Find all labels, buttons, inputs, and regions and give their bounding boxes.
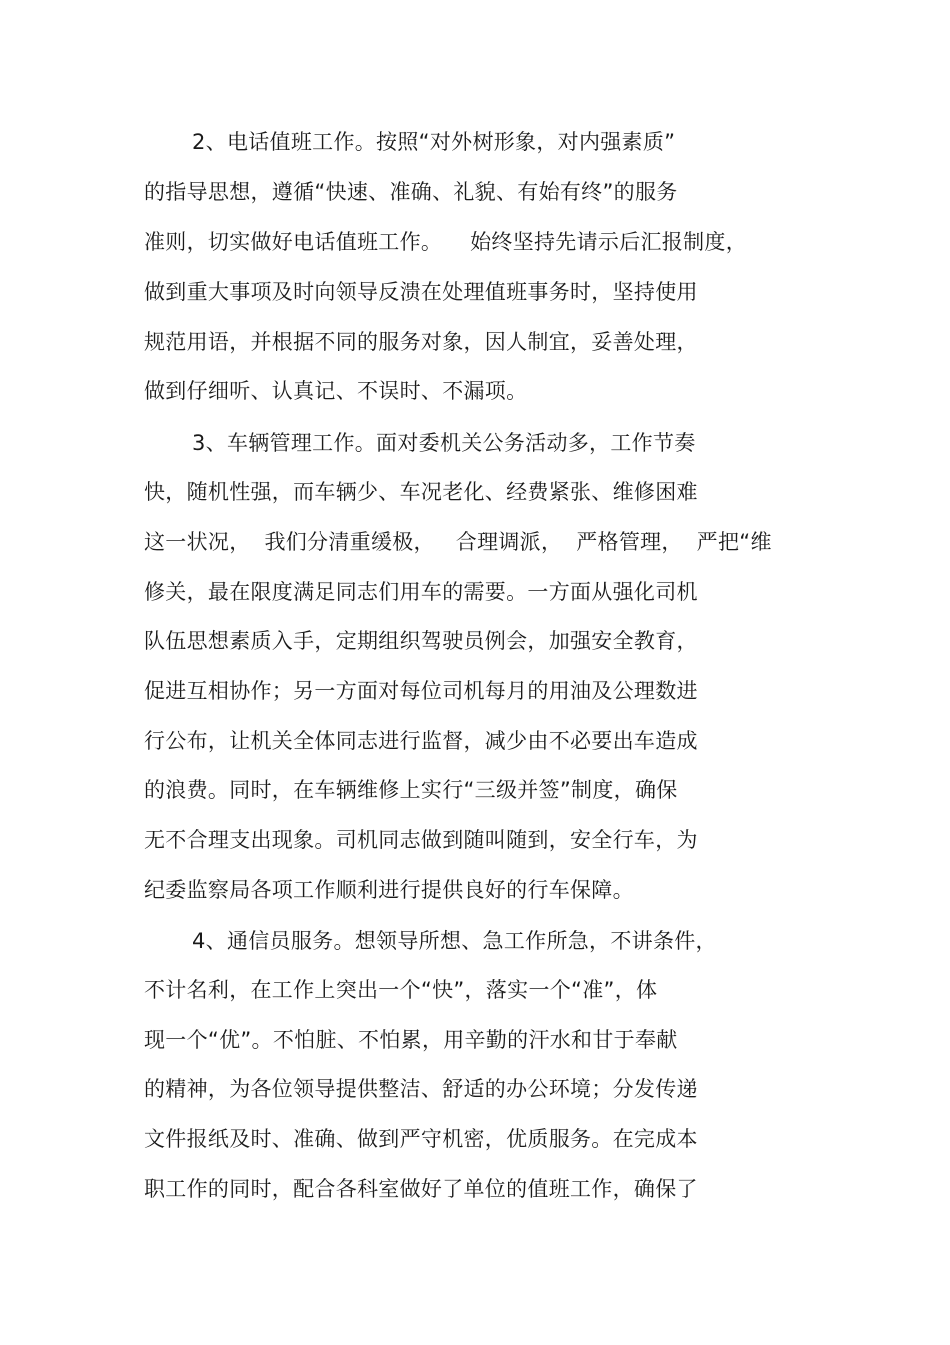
paragraph-2-line-1: 2、电话值班工作。按照“对外树形象，对内强素质” — [192, 130, 676, 154]
paragraph-2-line-5: 规范用语，并根据不同的服务对象，因人制宜，妥善处理， — [144, 330, 698, 354]
paragraph-3-line-7: 行公布，让机关全体同志进行监督，减少由不必要出车造成 — [144, 729, 698, 753]
paragraph-2-line-2: 的指导思想，遵循“快速、准确、礼貌、有始有终”的服务 — [144, 180, 678, 204]
paragraph-4-line-2: 不计名利，在工作上突出一个“快”，落实一个“准”，体 — [144, 978, 658, 1002]
paragraph-3-line-5: 队伍思想素质入手，定期组织驾驶员例会，加强安全教育， — [144, 629, 698, 653]
paragraph-4-line-4: 的精神，为各位领导提供整洁、舒适的办公环境；分发传递 — [144, 1077, 698, 1101]
paragraph-2-line-3: 准则，切实做好电话值班工作。 始终坚持先请示后汇报制度， — [144, 230, 747, 254]
paragraph-3-line-1: 3、车辆管理工作。面对委机关公务活动多，工作节奏 — [192, 431, 696, 455]
paragraph-4-line-6: 职工作的同时，配合各科室做好了单位的值班工作，确保了 — [144, 1177, 698, 1201]
paragraph-2-line-4: 做到重大事项及时向领导反溃在处理值班事务时，坚持使用 — [144, 280, 698, 304]
paragraph-3-line-8: 的浪费。同时，在车辆维修上实行“三级并签”制度，确保 — [144, 778, 678, 802]
paragraph-4-line-5: 文件报纸及时、准确、做到严守机密，优质服务。在完成本 — [144, 1127, 698, 1151]
paragraph-3-line-6: 促进互相协作；另一方面对每位司机每月的用油及公理数进 — [144, 679, 698, 703]
paragraph-3-line-2: 快，随机性强，而车辆少、车况老化、经费紧张、维修困难 — [144, 480, 698, 504]
paragraph-4-line-1: 4、通信员服务。想领导所想、急工作所急，不讲条件， — [192, 929, 717, 953]
paragraph-3-line-3: 这一状况， 我们分清重缓极， 合理调派， 严格管理， 严把“维 — [144, 530, 772, 554]
paragraph-4-line-3: 现一个“优”。不怕脏、不怕累，用辛勤的汗水和甘于奉献 — [144, 1028, 678, 1052]
paragraph-3-line-4: 修关，最在限度满足同志们用车的需要。一方面从强化司机 — [144, 580, 698, 604]
paragraph-3-line-10: 纪委监察局各项工作顺利进行提供良好的行车保障。 — [144, 878, 634, 902]
paragraph-3-line-9: 无不合理支出现象。司机同志做到随叫随到，安全行车，为 — [144, 828, 698, 852]
paragraph-2-line-6: 做到仔细听、认真记、不误时、不漏项。 — [144, 379, 528, 403]
